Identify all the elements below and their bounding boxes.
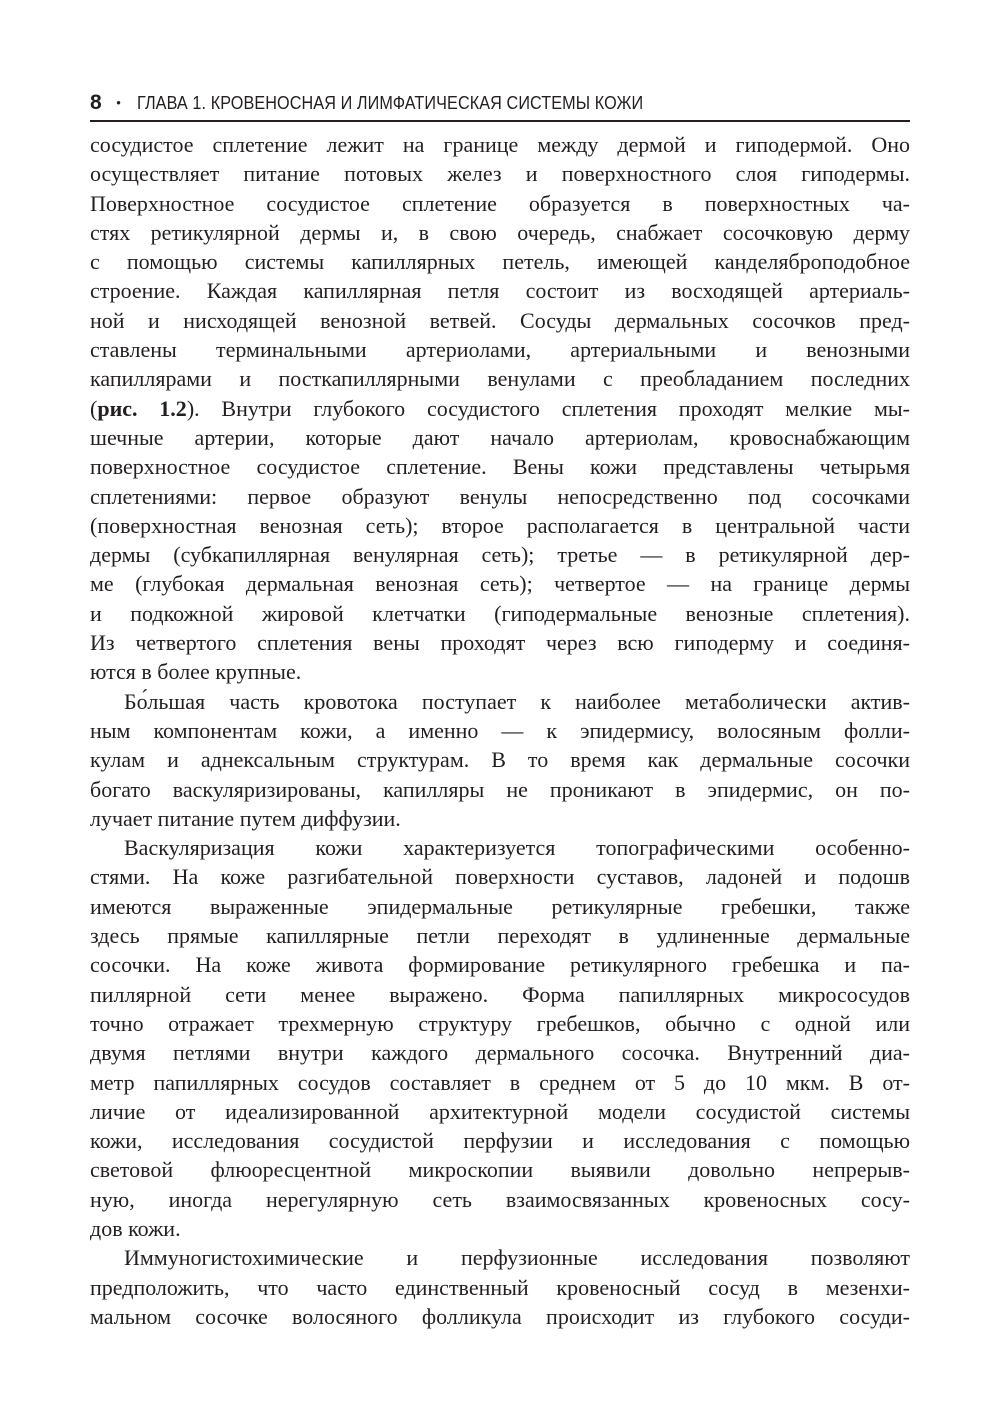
- text-line: Иммуногистохимические и перфузионные исследования позволяют: [124, 1245, 910, 1271]
- text-line: сосудистое сплетение лежит на границе между дермой и гиподермой. Оно: [90, 132, 910, 157]
- text-line: световой флюоресцентной микроскопии выявили довольно непрерыв-: [90, 1157, 910, 1183]
- text-line: лучает питание путем диффузии.: [90, 805, 401, 831]
- text-line: сосочки. На коже живота формирование ретикулярного гребешка и па-: [90, 952, 910, 978]
- text-line: сплетениями: первое образуют венулы непосредственно под сосочками: [90, 483, 910, 509]
- text-line: дермы (субкапиллярная венулярная сеть); третье — в ретикулярной дер-: [90, 542, 910, 568]
- text-line: богато васкуляризированы, капилляры не проникают в эпидермис, он по-: [90, 776, 910, 802]
- text-line: строение. Каждая капиллярная петля состоит из восходящей артериаль-: [90, 278, 910, 304]
- text-line: поверхностное сосудистое сплетение. Вены кожи представлены четырьмя: [90, 454, 910, 480]
- header-bullet: •: [116, 94, 121, 110]
- text-line: ставлены терминальными артериолами, артериальными и венозными: [90, 337, 910, 363]
- page-number: 8: [90, 91, 103, 114]
- text-line: Васкуляризация кожи характеризуется топографическими особенно-: [124, 835, 910, 861]
- text-line: кулам и аднексальным структурам. В то время как дермальные сосочки: [90, 747, 910, 773]
- text-line: ме (глубокая дермальная венозная сеть); четвертое — на границе дермы: [90, 571, 910, 597]
- text-line: капиллярами и посткапиллярными венулами с преобладанием последних: [90, 366, 910, 392]
- text-line: предположить, что часто единственный кровеносный сосуд в мезенхи-: [90, 1274, 910, 1300]
- text-line: имеются выраженные эпидермальные ретикулярные гребешки, также: [90, 893, 910, 919]
- text-line: дов кожи.: [90, 1215, 181, 1241]
- text-line-with-figure-ref: [90, 394, 910, 423]
- text-line: ются в более крупные.: [90, 659, 302, 685]
- text-line: осуществляет питание потовых желез и поверхностного слоя гиподермы.: [90, 161, 910, 187]
- text-line: ным компонентам кожи, а именно — к эпидермису, волосяным фолли-: [90, 717, 910, 743]
- text-line: ную, иногда нерегулярную сеть взаимосвязанных кровеносных сосу-: [90, 1186, 910, 1212]
- text-line: личие от идеализированной архитектурной модели сосудистой системы: [90, 1098, 910, 1124]
- text-line: стях ретикулярной дермы и, в свою очередь, снабжает сосочковую дерму: [90, 219, 910, 245]
- text-line: кожи, исследования сосудистой перфузии и исследования с помощью: [90, 1128, 910, 1154]
- text-line: (поверхностная венозная сеть); второе располагается в центральной части: [90, 512, 910, 538]
- text-line: метр папиллярных сосудов составляет в среднем от 5 до 10 мкм. В от-: [90, 1069, 910, 1095]
- text-line: мальном сосочке волосяного фолликула происходит из глубокого сосуди-: [90, 1303, 910, 1329]
- text-line: двумя петлями внутри каждого дермального сосочка. Внутренний диа-: [90, 1040, 910, 1066]
- text-line: ной и нисходящей венозной ветвей. Сосуды дермальных сосочков пред-: [90, 307, 910, 333]
- text-line: стями. На коже разгибательной поверхности суставов, ладоней и подошв: [90, 864, 910, 890]
- figure-ref-open: (: [90, 395, 98, 421]
- body-text: [90, 130, 910, 1331]
- chapter-title: ГЛАВА 1. КРОВЕНОСНАЯ И ЛИМФАТИЧЕСКАЯ СИСТЕМЫ КОЖИ: [136, 92, 644, 113]
- text-line: точно отражает трехмерную структуру гребешков, обычно с одной или: [90, 1010, 910, 1036]
- text-line: здесь прямые капиллярные петли переходят в удлиненные дермальные: [90, 923, 910, 949]
- text-line: Поверхностное сосудистое сплетение образуется в поверхностных ча-: [90, 190, 910, 216]
- text-line: Из четвертого сплетения вены проходят через всю гиподерму и соединя-: [90, 630, 910, 656]
- text-line: Бо́льшая часть кровотока поступает к наиболее метаболически актив-: [124, 688, 910, 714]
- figure-ref-tail: ). Внутри глубокого сосудистого сплетения проходят мелкие мы-: [186, 395, 910, 421]
- text-line: с помощью системы капиллярных петель, имеющей канделяброподобное: [90, 249, 910, 275]
- text-line: шечные артерии, которые дают начало артериолам, кровоснабжающим: [90, 424, 910, 450]
- text-line: и подкожной жировой клетчатки (гиподермальные венозные сплетения).: [90, 600, 910, 626]
- text-line: пиллярной сети менее выражено. Форма папиллярных микрососудов: [90, 981, 910, 1007]
- running-header: [90, 86, 910, 122]
- figure-reference: рис. 1.2: [97, 395, 187, 421]
